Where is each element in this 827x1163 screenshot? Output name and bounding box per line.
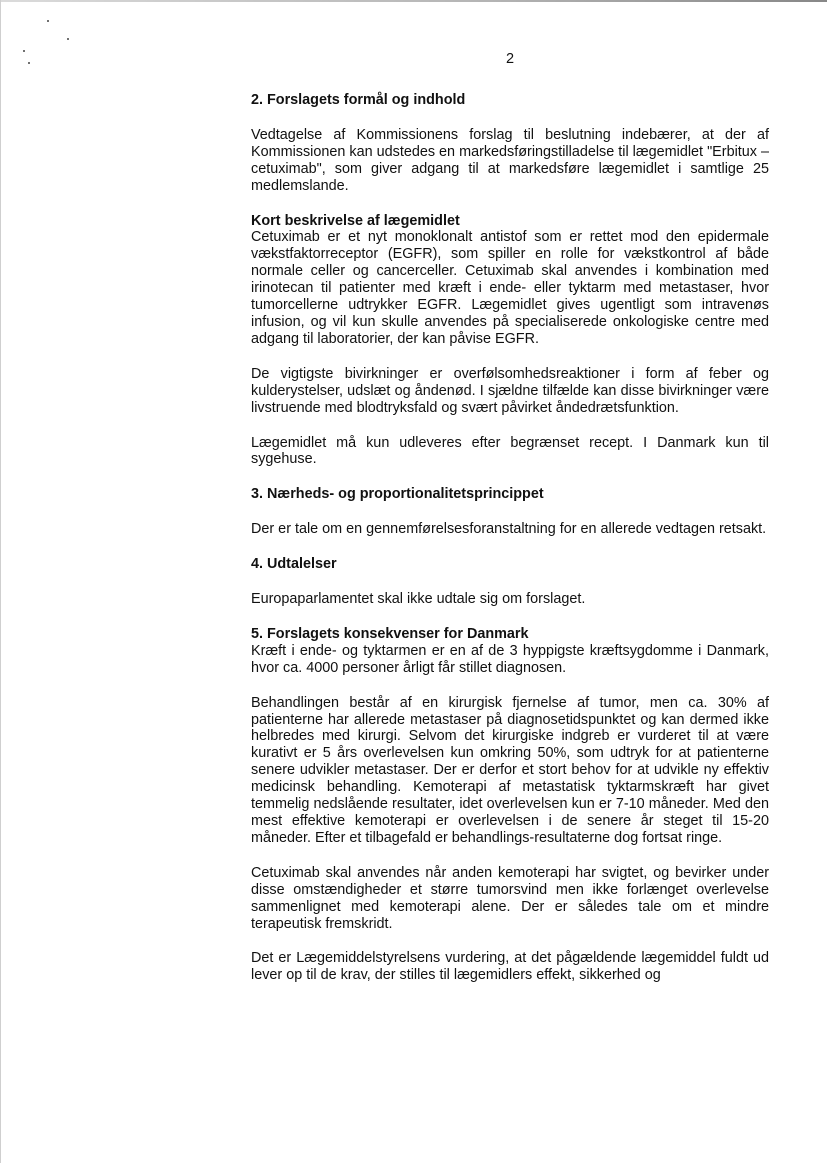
- scan-speck: [67, 38, 69, 40]
- scan-speck: [47, 20, 49, 22]
- section-2-paragraph-2: Cetuximab er et nyt monoklonalt antistof som er rettet mod den epidermale vækstfaktorreceptor (EGFR), som spiller en rolle for vækstkontrol af både normale celler og cancerceller. Cetuximab skal anvendes i kombination med irinotecan til patienter med kræft i ende- eller tyktarm med metastaser, hvor tumorcellerne udtrykker EGFR. Lægemidlet gives ugentligt som intravenøs infusion, og vil kun skulle anvendes på specialiserede onkologiske centre med adgang til laboratorier, der kan påvise EGFR.: [251, 229, 769, 347]
- section-2-paragraph-4: Lægemidlet må kun udleveres efter begrænset recept. I Danmark kun til sygehuse.: [251, 434, 769, 468]
- section-5-paragraph-1: Kræft i ende- og tyktarmen er en af de 3 hyppigste kræftsygdomme i Danmark, hvor ca. 4000 personer årligt får stillet diagnosen.: [251, 642, 769, 676]
- document-body: [251, 92, 769, 1002]
- section-3-heading: 3. Nærheds- og proportionalitetsprincippet: [251, 486, 544, 503]
- section-5-paragraph-4: Det er Lægemiddelstyrelsens vurdering, at det pågældende lægemiddel fuldt ud lever op til de krav, der stilles til lægemidlers effekt, sikkerhed og: [251, 950, 769, 984]
- section-3-paragraph-1: Der er tale om en gennemførelsesforanstaltning for en allerede vedtagen retsakt.: [251, 521, 767, 538]
- section-2-paragraph-1: Vedtagelse af Kommissionens forslag til beslutning indebærer, at der af Kommissionen kan udstedes en markedsføringstilladelse til lægemidlet "Erbitux – cetuximab", som giver adgang til at markedsføre lægemidlet i samtlige 25 medlemslande.: [251, 126, 769, 194]
- section-5-paragraph-3: Cetuximab skal anvendes når anden kemoterapi har svigtet, og bevirker under disse omstændigheder et større tumorsvind men ikke forlænget overlevelse sammenlignet med kemoterapi alene. Der er således tale om et mindre terapeutisk fremskridt.: [251, 864, 769, 932]
- section-2-heading: 2. Forslagets formål og indhold: [251, 92, 466, 108]
- scan-edge-top: [0, 0, 827, 2]
- scan-edge-left: [0, 0, 1, 1163]
- section-2-paragraph-3: De vigtigste bivirkninger er overfølsomhedsreaktioner i form af feber og kulderystelser, udslæt og åndenød. I sjældne tilfælde kan disse bivirkninger være livstruende med blodtryksfald og svært påvirket åndedrætsfunktion.: [251, 365, 769, 416]
- section-5-paragraph-2: Behandlingen består af en kirurgisk fjernelse af tumor, men ca. 30% af patienterne har allerede metastaser på diagnosetidspunktet og kan dermed ikke helbredes med kirurgi. Selvom det kirurgiske indgreb er vurderet til at være kurativt er 5 års overlevelsen kun omkring 50%, som udtryk for at patienterne senere udvikler metastaser. Der er derfor et stort behov for at udvikle ny effektiv medicinsk behandling. Kemoterapi af metastatisk tyktarmskræft har givet temmelig nedslående resultater, idet overlevelsen kun er 7-10 måneder. Med den mest effektive kemoterapi er overlevelsen i de senere år steget til 15-20 måneder. Efter et tilbagefald er behandlings-resultaterne dog fortsat ringe.: [251, 694, 769, 846]
- section-5-heading: 5. Forslagets konsekvenser for Danmark: [251, 625, 529, 642]
- drug-description-subheading: Kort beskrivelse af lægemidlet: [251, 212, 460, 229]
- section-4-paragraph-1: Europaparlamentet skal ikke udtale sig om forslaget.: [251, 591, 586, 608]
- section-4-heading: 4. Udtalelser: [251, 556, 337, 573]
- page-number: 2: [505, 51, 515, 67]
